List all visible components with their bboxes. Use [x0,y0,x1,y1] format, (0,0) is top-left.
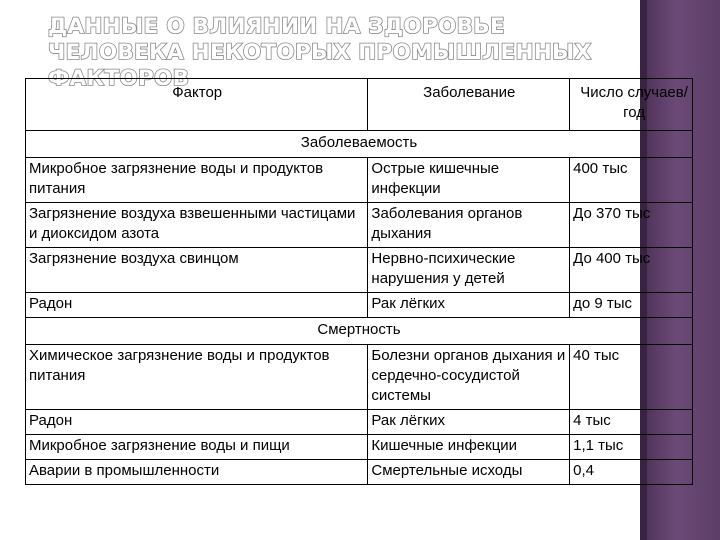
table-row [26,345,693,410]
cell-disease: Острые кишечные инфекции [368,158,570,203]
table-row [26,435,693,460]
cell-factor: Аварии в промышленности [26,460,368,485]
cell-disease: Рак лёгких [368,410,570,435]
cell-factor: Загрязнение воздуха свинцом [26,248,368,293]
section-morbidity: Заболеваемость [26,131,693,158]
cell-factor: Химическое загрязнение воды и продуктов питания [26,345,368,410]
cell-count: 0,4 [570,460,693,485]
cell-disease: Нервно-психические нарушения у детей [368,248,570,293]
table-row [26,460,693,485]
cell-disease: Кишечные инфекции [368,435,570,460]
header-disease: Заболевание [368,79,570,131]
table-row [26,293,693,318]
section-row-morbidity [26,131,693,158]
cell-disease: Заболевания органов дыхания [368,203,570,248]
cell-factor: Радон [26,410,368,435]
table-header-row [26,79,693,131]
cell-count: До 400 тыс [570,248,693,293]
cell-disease: Болезни органов дыхания и сердечно-сосудистой системы [368,345,570,410]
cell-factor: Микробное загрязнение воды и пищи [26,435,368,460]
table-row [26,203,693,248]
cell-disease: Рак лёгких [368,293,570,318]
table-row [26,248,693,293]
section-row-mortality [26,318,693,345]
cell-count: 40 тыс [570,345,693,410]
cell-count: До 370 тыс [570,203,693,248]
header-count: Число случаев/год [570,79,693,131]
cell-count: 1,1 тыс [570,435,693,460]
factors-table [25,78,693,485]
header-factor: Фактор [26,79,368,131]
cell-factor: Загрязнение воздуха взвешенными частицами и диоксидом азота [26,203,368,248]
cell-count: 4 тыс [570,410,693,435]
cell-factor: Микробное загрязнение воды и продуктов питания [26,158,368,203]
cell-factor: Радон [26,293,368,318]
cell-count: до 9 тыс [570,293,693,318]
table-row [26,410,693,435]
cell-count: 400 тыс [570,158,693,203]
section-mortality: Смертность [26,318,693,345]
table-row [26,158,693,203]
cell-disease: Смертельные исходы [368,460,570,485]
slide-title: ДАННЫЕ О ВЛИЯНИИ НА ЗДОРОВЬЕ ЧЕЛОВЕКА НЕКОТОРЫХ ПРОМЫШЛЕННЫХ ФАКТОРОВ [48,14,592,91]
